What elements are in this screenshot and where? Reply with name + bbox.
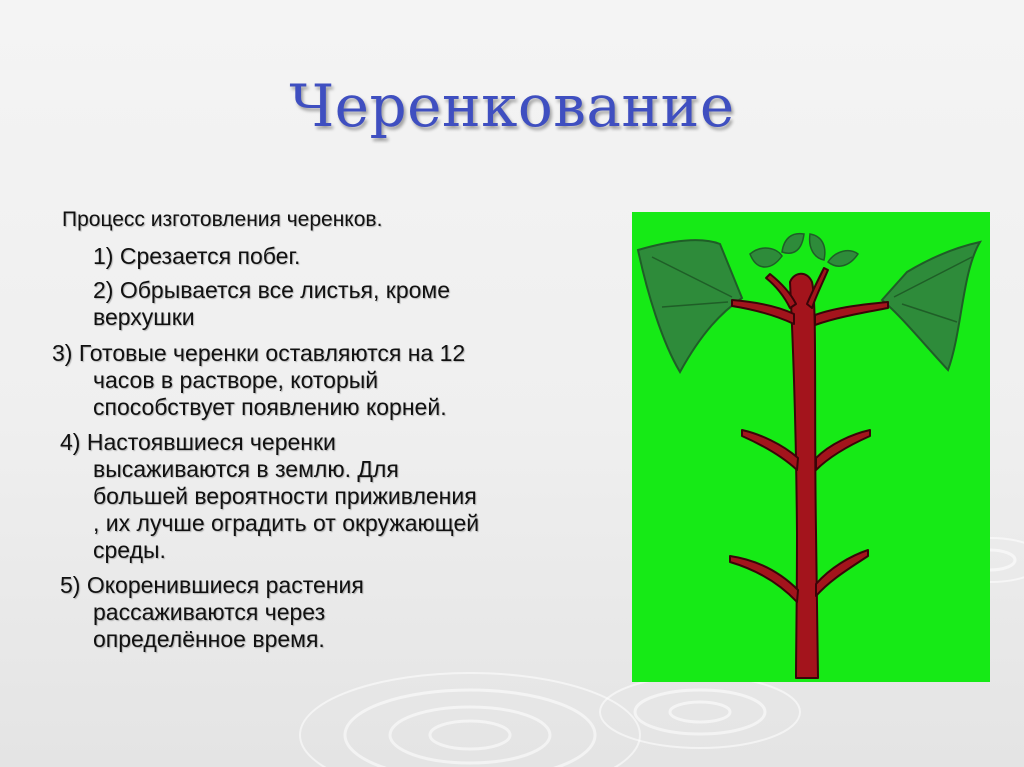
branch-right-top [815, 302, 888, 325]
step-3-line-2: часов в растворе, который [93, 367, 379, 393]
step-4-line-3: большей вероятности приживления [93, 483, 477, 509]
left-leaf [638, 240, 742, 372]
branch-left-mid [742, 430, 798, 470]
step-5-line-3: определённое время. [93, 626, 325, 652]
step-4-line-2: высаживаются в землю. Для [93, 456, 399, 482]
top-leaf-3 [810, 234, 825, 260]
step-5-line-2: рассаживаются через [93, 599, 326, 625]
step-3-line-3: способствует появлению корней. [93, 394, 447, 420]
step-4-line-5: среды. [93, 537, 166, 563]
top-leaf-1 [750, 248, 782, 267]
intro-text: Процесс изготовления черенков. [62, 208, 383, 231]
step-4-line-4: , их лучше оградить от окружающей [93, 510, 480, 536]
plant-cutting-drawing [632, 212, 990, 682]
step-2-line-1: 2) Обрывается все листья, кроме [93, 277, 451, 303]
step-2-line-2: верхушки [93, 304, 195, 330]
step-3-line-1: 3) Готовые черенки оставляются на 12 [52, 340, 466, 366]
top-leaf-2 [782, 234, 804, 254]
branch-left-low [730, 556, 798, 602]
branch-left-top [732, 300, 794, 324]
step-4-line-1: 4) Настоявшиеся черенки [60, 429, 336, 455]
main-stem [790, 274, 818, 678]
top-leaf-4 [828, 251, 858, 266]
cutting-illustration [632, 212, 990, 682]
step-1-line-1: 1) Срезается побег. [93, 243, 301, 269]
slide-title: Черенкование [289, 72, 735, 140]
step-5-line-1: 5) Окоренившиеся растения [60, 572, 364, 598]
branch-right-low [816, 550, 868, 596]
branch-right-mid [816, 430, 870, 470]
